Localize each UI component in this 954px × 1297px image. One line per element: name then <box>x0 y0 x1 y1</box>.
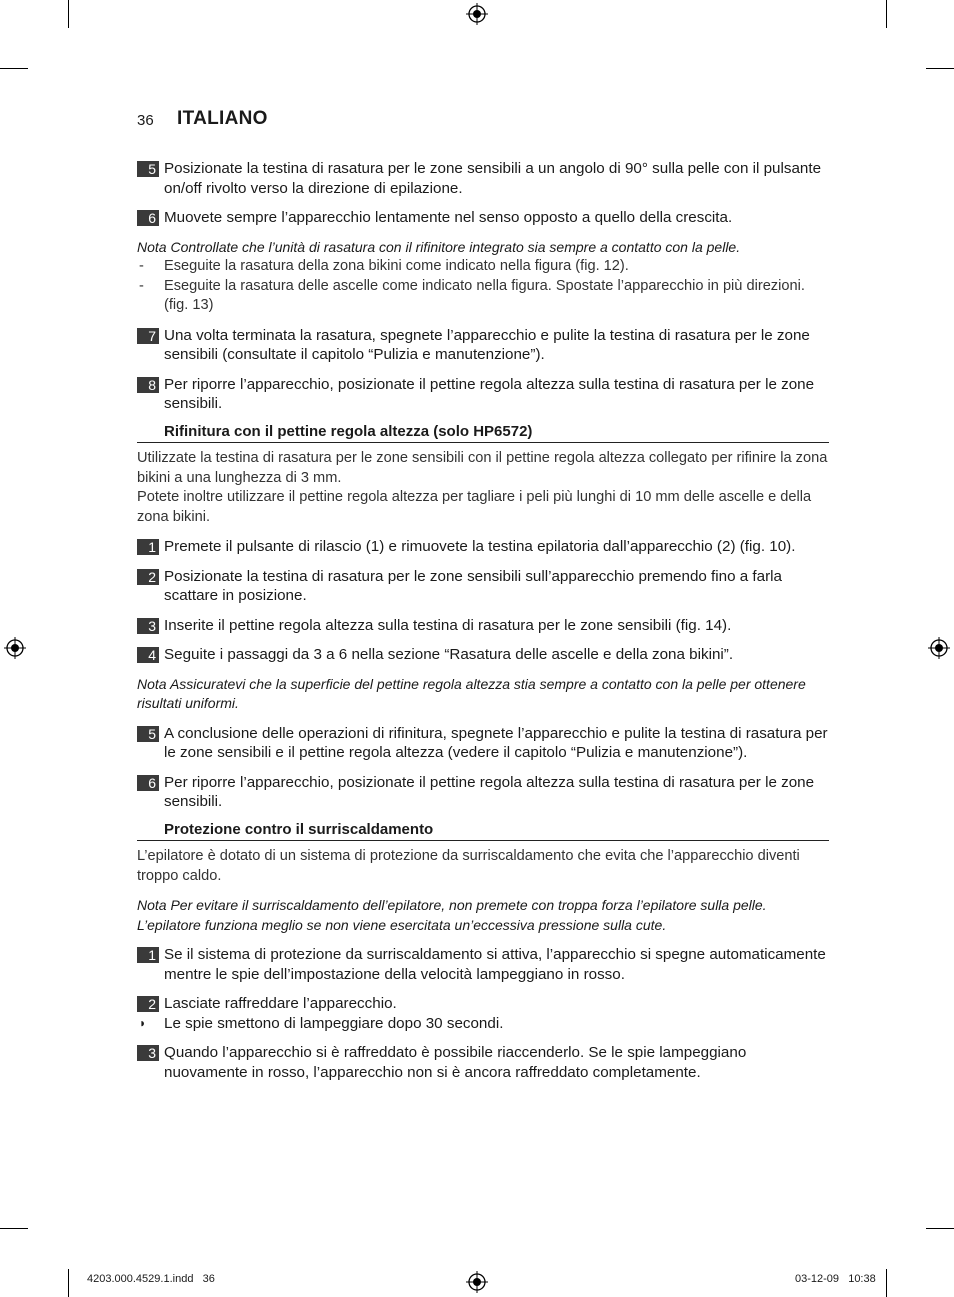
step-6 <box>137 773 829 812</box>
step-5 <box>137 724 829 763</box>
dash-text: Eseguite la rasatura delle ascelle come indicato nella figura. Spostate l’apparecchio in più direzioni. (fig. 13) <box>164 277 805 313</box>
dash-item <box>137 277 829 316</box>
step-text: Quando l’apparecchio si è raffreddato è possibile riaccenderlo. Se le spie lampeggiano nuovamente in rosso, l’apparecchio non si è ancora raffreddato completamente. <box>164 1044 747 1081</box>
dash-mark: - <box>139 277 144 294</box>
result-bullet <box>137 1014 829 1034</box>
step-2 <box>137 567 829 606</box>
step-3 <box>137 1043 829 1082</box>
crop-mark-bottom-right-vertical <box>886 1269 887 1297</box>
step-text: Posizionate la testina di rasatura per le zone sensibili a un angolo di 90° sulla pelle con il pulsante on/off rivolto verso la direzione di epilazione. <box>164 160 822 197</box>
step-3 <box>137 616 829 636</box>
dash-text: Eseguite la rasatura della zona bikini come indicato nella figura (fig. 12). <box>164 258 629 274</box>
main-content <box>137 159 829 1092</box>
step-2 <box>137 994 829 1014</box>
step-text: Muovete sempre l’apparecchio lentamente nel senso opposto a quello della crescita. <box>164 209 733 226</box>
language-heading: ITALIANO <box>177 108 268 129</box>
note: Nota Assicuratevi che la superficie del pettine regola altezza stia sempre a contatto con la pelle per ottenere risultati uniformi. <box>137 675 806 711</box>
crop-mark-top-right-vertical <box>886 0 887 28</box>
step-1 <box>137 945 829 984</box>
dash-item <box>137 257 829 277</box>
paragraph <box>137 449 829 527</box>
registration-mark-top-icon <box>466 3 488 25</box>
step-1 <box>137 537 829 557</box>
section-heading: Protezione contro il surriscaldamento <box>137 820 829 842</box>
paragraph-line: Potete inoltre utilizzare il pettine regola altezza per tagliare i peli più lunghi di 10 mm delle ascelle e della zona bikini. <box>137 489 812 525</box>
registration-mark-bottom-icon <box>466 1271 488 1293</box>
step-number: 1 <box>137 947 159 963</box>
step-text: Per riporre l’apparecchio, posizionate il pettine regola altezza sulla testina di rasatura per le zone sensibili. <box>164 375 815 412</box>
crop-mark-top-left-horizontal <box>0 68 28 69</box>
registration-mark-right-icon <box>928 637 950 659</box>
crop-mark-top-left-vertical <box>68 0 69 28</box>
crop-mark-top-right-horizontal <box>926 68 954 69</box>
step-text: Per riporre l’apparecchio, posizionate il pettine regola altezza sulla testina di rasatura per le zone sensibili. <box>164 773 815 810</box>
step-text: Seguite i passaggi da 3 a 6 nella sezione “Rasatura delle ascelle e della zona bikini”. <box>164 646 734 663</box>
step-text: Se il sistema di protezione da surriscaldamento si attiva, l’apparecchio si spegne automaticamente mentre le spie dell’impostazione della velocità lampeggiano in rosso. <box>164 946 826 983</box>
step-text: Inserite il pettine regola altezza sulla testina di rasatura per le zone sensibili (fig. 14). <box>164 616 732 634</box>
bullet-text: Le spie smettono di lampeggiare dopo 30 secondi. <box>164 1014 504 1032</box>
crop-mark-bottom-left-vertical <box>68 1269 69 1297</box>
crop-mark-bottom-right-horizontal <box>926 1228 954 1229</box>
step-text: Premete il pulsante di rilascio (1) e rimuovete la testina epilatoria dall’apparecchio (2) (fig. 10). <box>164 538 796 555</box>
step-number: 5 <box>137 726 159 742</box>
step-4 <box>137 645 829 665</box>
step-number: 1 <box>137 539 159 555</box>
step-number: 3 <box>137 1045 159 1061</box>
crop-mark-bottom-left-horizontal <box>0 1228 28 1229</box>
step-8 <box>137 375 829 414</box>
step-text: Posizionate la testina di rasatura per le zone sensibili sull’apparecchio premendo fino a farla scattare in posizione. <box>164 567 782 604</box>
section-heading: Rifinitura con il pettine regola altezza (solo HP6572) <box>137 422 829 444</box>
dash-mark: - <box>139 258 144 274</box>
step-number: 5 <box>137 161 159 177</box>
step-text: Lasciate raffreddare l’apparecchio. <box>164 995 397 1012</box>
step-number: 4 <box>137 647 159 663</box>
note: Nota Per evitare il surriscaldamento dell’epilatore, non premete con troppa forza l’epilatore sulla pelle. L’epilatore funziona meglio se non viene esercitata un’eccessiva pressione sulla cute. <box>137 897 767 933</box>
note: Nota Controllate che l’unità di rasatura con il rifinitore integrato sia sempre a contatto con la pelle. <box>137 238 741 255</box>
step-number: 2 <box>137 569 159 585</box>
step-7 <box>137 326 829 365</box>
step-number: 6 <box>137 775 159 791</box>
step-text: Una volta terminata la rasatura, spegnete l’apparecchio e pulite la testina di rasatura per le zone sensibili (consultate il capitolo “Pulizia e manutenzione”). <box>164 326 810 363</box>
step-6 <box>137 208 829 228</box>
footer-file-name: 4203.000.4529.1.indd 36 <box>87 1273 215 1285</box>
step-number: 2 <box>137 996 159 1012</box>
paragraph-line: Utilizzate la testina di rasatura per le zone sensibili con il pettine regola altezza collegato per rifinire la zona bikini a una lunghezza di 3 mm. <box>137 450 828 486</box>
registration-mark-left-icon <box>4 637 26 659</box>
step-number: 3 <box>137 618 159 634</box>
page-number: 36 <box>137 112 154 129</box>
step-number: 6 <box>137 210 159 226</box>
paragraph: L’epilatore è dotato di un sistema di protezione da surriscaldamento che evita che l’apparecchio diventi troppo caldo. <box>137 848 800 884</box>
step-number: 8 <box>137 377 159 393</box>
step-text: A conclusione delle operazioni di rifinitura, spegnete l’apparecchio e pulite la testina di rasatura per le zone sensibili e il pettine regola altezza (vedere il capitolo “Pulizia e manutenzione”). <box>164 724 828 761</box>
step-number: 7 <box>137 328 159 344</box>
bullet-arrow-icon: ◗ <box>139 1015 147 1030</box>
footer-date: 03-12-09 10:38 <box>795 1273 876 1285</box>
step-5 <box>137 159 829 198</box>
